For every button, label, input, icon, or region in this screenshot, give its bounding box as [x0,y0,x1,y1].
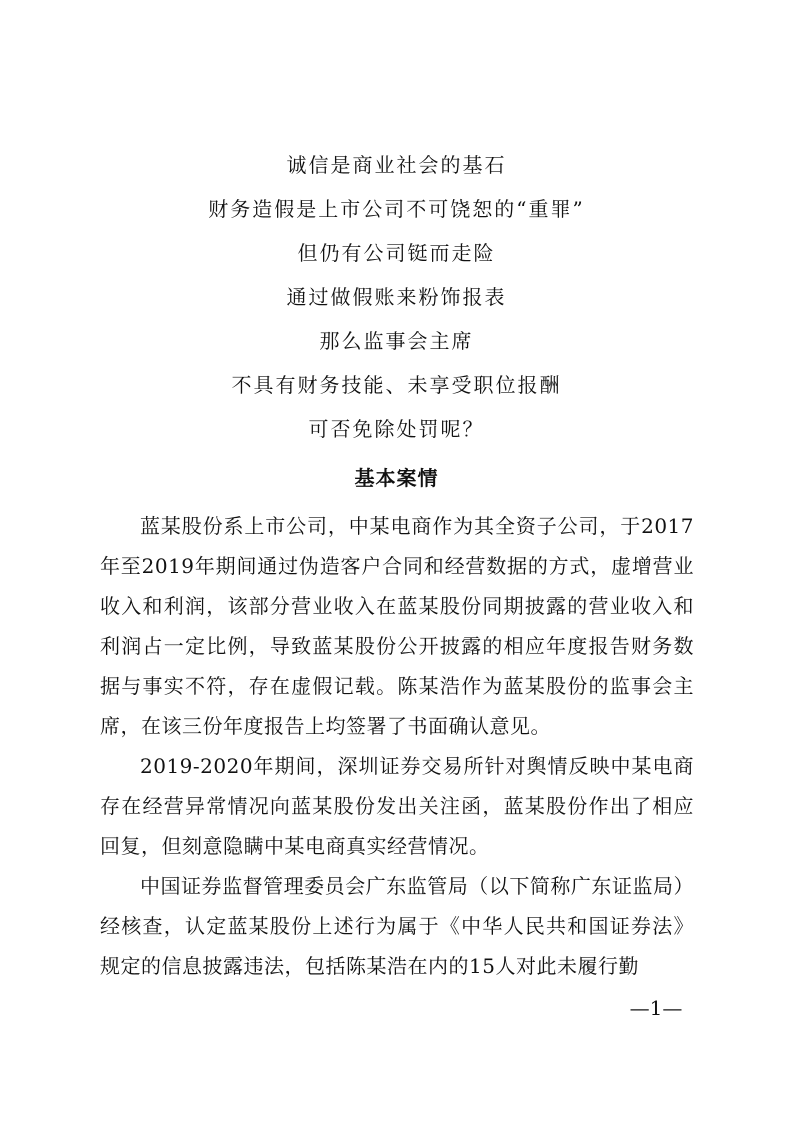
intro-line: 通过做假账来粉饰报表 [286,285,507,309]
section-heading: 基本案情 [354,466,439,490]
intro-line: 但仍有公司铤而走险 [297,241,496,265]
body-paragraph: 蓝某股份系上市公司，中某电商作为其全资子公司，于2017年至2019年期间通过伪造客户合同和经营数据的方式，虚增营业收入和利润，该部分营业收入在蓝某股份同期披露的营业收入和利润占一定比例，导致蓝某股份公开披露的相应年度报告财务数据与事实不符，存在虚假记载。陈某浩作为蓝某股份的监事会主席，在该三份年度报告上均签署了书面确认意见。 [100,514,694,738]
case-body [100,506,694,986]
page-number: —1— [629,996,683,1020]
body-paragraph: 中国证券监督管理委员会广东监管局（以下简称广东证监局）经核查，认定蓝某股份上述行为属于《中华人民共和国证券法》规定的信息披露违法，包括陈某浩在内的15人对此未履行勤 [100,874,694,978]
intro-line: 可否免除处罚呢？ [308,417,485,441]
intro-verse [0,143,793,451]
intro-line: 诚信是商业社会的基石 [286,153,507,177]
intro-line: 不具有财务技能、未享受职位报酬 [231,373,562,397]
body-paragraph: 2019-2020年期间，深圳证券交易所针对舆情反映中某电商存在经营异常情况向蓝某股份发出关注函，蓝某股份作出了相应回复，但刻意隐瞒中某电商真实经营情况。 [100,754,694,858]
intro-line: 那么监事会主席 [319,329,474,353]
intro-line: 财务造假是上市公司不可饶恕的“重罪” [208,197,585,221]
